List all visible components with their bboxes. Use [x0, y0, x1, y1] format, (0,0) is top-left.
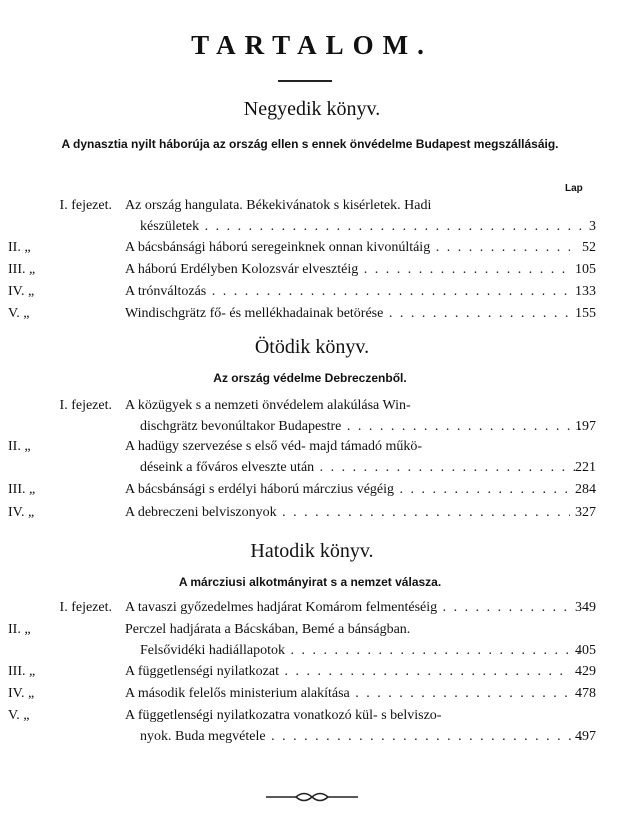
toc-entry-line: [0, 708, 624, 730]
toc-entry-line: [0, 284, 624, 306]
toc-entry-line: [0, 306, 624, 328]
chapter-number: III. „: [8, 262, 36, 277]
chapter-number: V. „: [8, 708, 30, 723]
chapter-number: IV. „: [8, 505, 35, 520]
toc-entry-line: [0, 482, 624, 504]
page-number: 105: [575, 262, 596, 277]
chapter-title: A debreczeni belviszonyok . . .: [125, 505, 570, 521]
toc-entry-line: [0, 262, 624, 284]
chapter-title: Windischgrätz fő- és mellékhadainak betörése . . .: [125, 306, 570, 322]
chapter-title: A második felelős ministerium alakítása . . .: [125, 686, 570, 702]
page-number: 133: [575, 284, 596, 299]
title-rule: [278, 80, 332, 82]
page-title: TARTALOM.: [191, 30, 433, 60]
toc-entry-line: [0, 398, 624, 420]
page-number: 284: [575, 482, 596, 497]
chapter-title: készületek . . .: [140, 219, 585, 235]
page-number: 327: [575, 505, 596, 520]
chapter-title: A bácsbánsági háború seregeinknek onnan kivonúltáig . . .: [125, 240, 570, 256]
chapter-title: Felsővidéki hadiállapotok . . .: [140, 643, 585, 659]
toc-entry-line: [0, 460, 624, 482]
chapter-number: I. fejezet.: [59, 198, 112, 213]
toc-entry-line: [0, 729, 624, 751]
book-heading: Hatodik könyv.: [250, 540, 374, 562]
chapter-number: II. „: [8, 240, 31, 255]
chapter-title: A trónváltozás . . .: [125, 284, 570, 300]
chapter-number: I. fejezet.: [59, 398, 112, 413]
book-heading: Ötödik könyv.: [254, 336, 370, 358]
chapter-title: A háború Erdélyben Kolozsvár elvesztéig . . .: [125, 262, 570, 278]
chapter-title: déseink a főváros elveszte után . . .: [140, 460, 585, 476]
page-number: 478: [575, 686, 596, 701]
toc-entry-line: [0, 622, 624, 644]
book-heading: Negyedik könyv.: [243, 98, 381, 120]
book-subtitle: A márcziusi alkotmányirat s a nemzet válasza.: [178, 575, 442, 589]
toc-entry-line: [0, 198, 624, 220]
page-number: 405: [575, 643, 596, 658]
page-number: 497: [575, 729, 596, 744]
chapter-title: dischgrätz bevonúltakor Budapestre . . .: [140, 419, 585, 435]
toc-entry-line: [0, 600, 624, 622]
chapter-number: I. fejezet.: [59, 600, 112, 615]
chapter-number: V. „: [8, 306, 30, 321]
book-subtitle: A dynasztia nyilt háborúja az ország ellen s ennek önvédelme Budapest megszállásáig.: [61, 137, 559, 151]
chapter-title: A hadügy szervezése s első véd- majd támadó műkö-: [125, 439, 423, 454]
page-number: 349: [575, 600, 596, 615]
toc-entry-line: [0, 643, 624, 665]
toc-entry-line: [0, 664, 624, 686]
page-number: 52: [582, 240, 596, 255]
book-subtitle: Az ország védelme Debreczenből.: [213, 371, 407, 385]
chapter-number: IV. „: [8, 284, 35, 299]
chapter-number: IV. „: [8, 686, 35, 701]
chapter-number: III. „: [8, 664, 36, 679]
chapter-title: A tavaszi győzedelmes hadjárat Komárom felmentéséig . . .: [125, 600, 570, 616]
chapter-title: A függetlenségi nyilatkozat . . .: [125, 664, 570, 680]
toc-entry-line: [0, 505, 624, 527]
page-number: 221: [575, 460, 596, 475]
chapter-title: A közügyek s a nemzeti önvédelem alakúlása Win-: [125, 398, 411, 413]
chapter-title: Az ország hangulata. Békekivánatok s kisérletek. Hadi: [125, 198, 432, 213]
toc-entry-line: [0, 686, 624, 708]
chapter-number: II. „: [8, 622, 31, 637]
chapter-title: Perczel hadjárata a Bácskában, Bemé a bánságban.: [125, 622, 411, 637]
page-number: 197: [575, 419, 596, 434]
page-number: 155: [575, 306, 596, 321]
toc-entry-line: [0, 419, 624, 441]
chapter-title: A bácsbánsági s erdélyi háború márczius végéig . . .: [125, 482, 570, 498]
toc-entry-line: [0, 240, 624, 262]
page-number: 429: [575, 664, 596, 679]
page-column-label: Lap: [565, 183, 583, 194]
chapter-number: III. „: [8, 482, 36, 497]
ornament-flourish-icon: [266, 790, 358, 804]
page-number: 3: [589, 219, 596, 234]
chapter-title: nyok. Buda megvétele . . .: [140, 729, 585, 745]
chapter-title: A függetlenségi nyilatkozatra vonatkozó kül- s belviszo-: [125, 708, 442, 723]
chapter-number: II. „: [8, 439, 31, 454]
toc-entry-line: [0, 439, 624, 461]
toc-entry-line: [0, 219, 624, 241]
